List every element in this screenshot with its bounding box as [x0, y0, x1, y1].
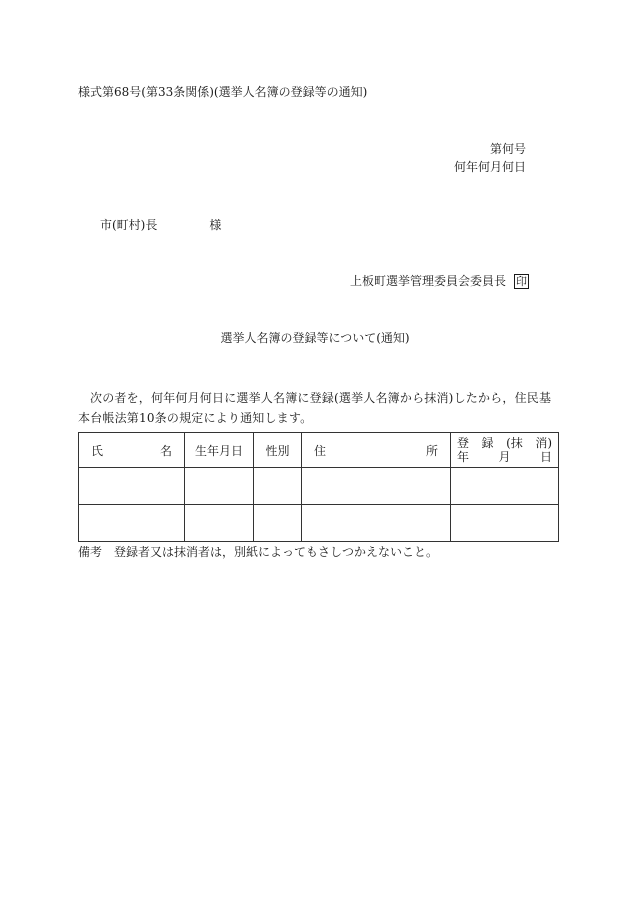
cell-birthdate [185, 468, 254, 505]
seal-mark: 印 [516, 275, 527, 288]
cell-name [79, 505, 185, 542]
header-address [302, 433, 451, 468]
cell-sex [254, 505, 302, 542]
sender [350, 274, 529, 289]
sender-title: 上板町選挙管理委員会委員長 [349, 274, 506, 288]
addressee-name: 市(町村)長 [100, 218, 158, 232]
cell-name [79, 468, 185, 505]
body-paragraph: 次の者を，何年何月何日に選挙人名簿に登録(選挙人名簿から抹消)したから，住民基本台帳法第10条の規定により通知します。 [78, 391, 552, 425]
remarks-note: 備考 登録者又は抹消者は，別紙によってもさしつかえないこと。 [78, 545, 439, 559]
header-day: 日 [539, 450, 552, 464]
header-month: 月 [498, 450, 511, 464]
table-header-row [79, 433, 559, 468]
document-title: 選挙人名簿の登録等について(通知) [220, 331, 410, 345]
register-table [78, 432, 559, 542]
cell-address [302, 505, 451, 542]
addressee-honorific: 様 [209, 218, 222, 232]
cell-registration-date [451, 505, 559, 542]
cell-sex [254, 468, 302, 505]
header-registration-date [451, 433, 559, 468]
addressee [100, 218, 221, 232]
header-reg-4: 消) [535, 436, 552, 450]
header-name-left: 氏 [91, 443, 104, 458]
header-address-right: 所 [425, 443, 438, 458]
header-name [79, 433, 185, 468]
header-reg-3: (抹 [506, 436, 523, 450]
document-number: 第何号 [489, 142, 526, 156]
table-row [79, 505, 559, 542]
document-date: 何年何月何日 [453, 160, 526, 174]
header-reg-1: 登 [457, 436, 470, 450]
header-sex: 性別 [254, 433, 302, 468]
table-row [79, 468, 559, 505]
header-reg-2: 録 [481, 436, 494, 450]
cell-birthdate [185, 505, 254, 542]
header-address-left: 住 [314, 443, 327, 458]
cell-registration-date [451, 468, 559, 505]
header-name-right: 名 [159, 443, 172, 458]
cell-address [302, 468, 451, 505]
header-birthdate: 生年月日 [185, 433, 254, 468]
header-year: 年 [457, 450, 470, 464]
form-heading: 様式第68号(第33条関係)(選挙人名簿の登録等の通知) [78, 85, 368, 99]
